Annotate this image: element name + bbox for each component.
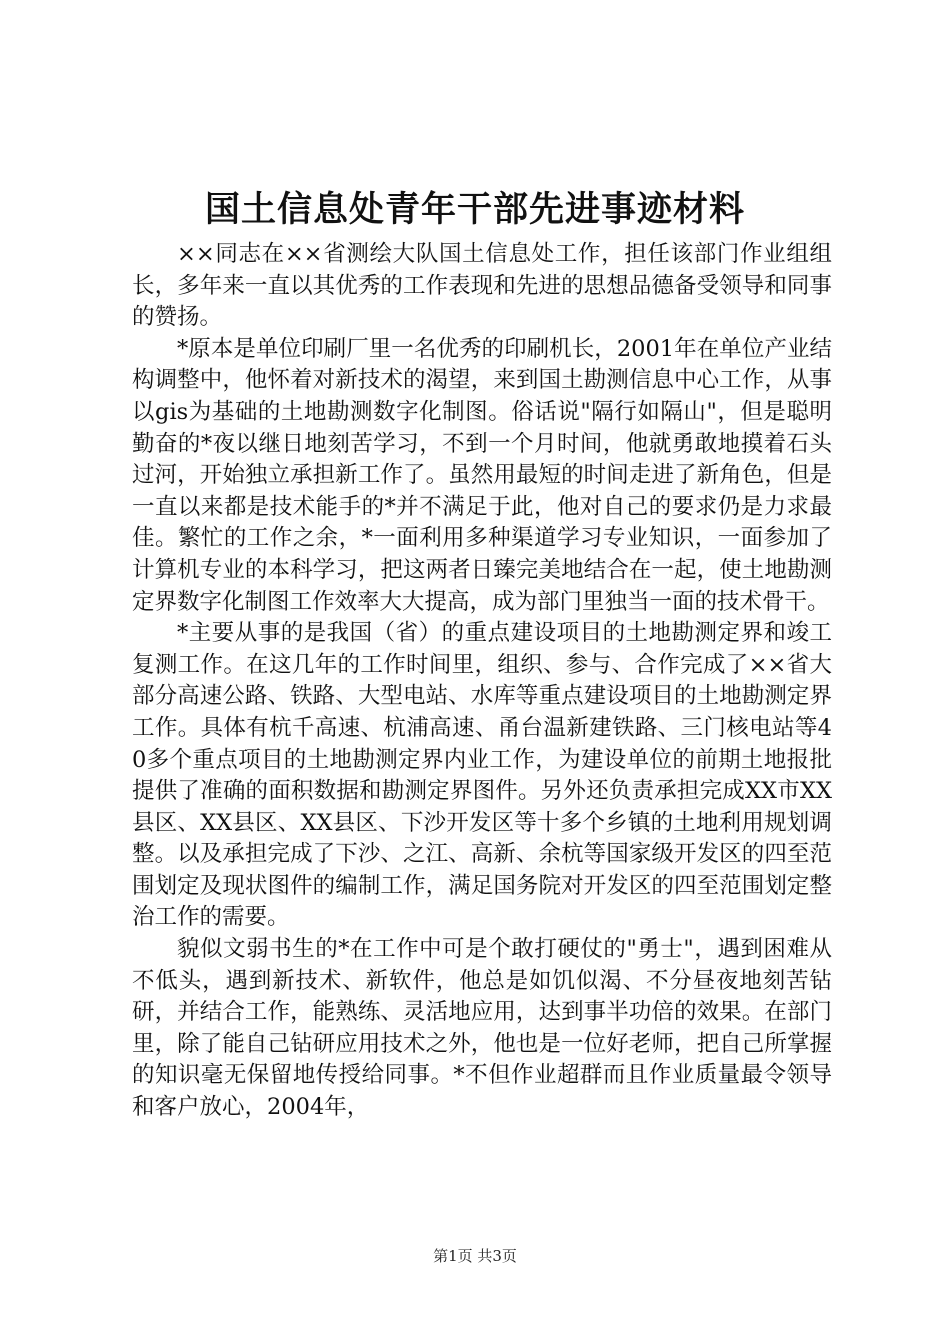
- document-title: 国土信息处青年干部先进事迹材料: [204, 189, 745, 230]
- document-body: [132, 239, 832, 1124]
- page-footer: 第1页 共3页: [433, 1247, 517, 1265]
- paragraph-intro: ××同志在××省测绘大队国土信息处工作，担任该部门作业组组长，多年来一直以其优秀的工作表现和先进的思想品德备受领导和同事的赞扬。: [132, 241, 832, 331]
- paragraph-background: *原本是单位印刷厂里一名优秀的印刷机长，2001年在单位产业结构调整中，他怀着对新技术的渴望，来到国土勘测信息中心工作，从事以gis为基础的土地勘测数字化制图。俗话说"隔行如隔山"，但是聪明勤奋的*夜以继日地刻苦学习，不到一个月时间，他就勇敢地摸着石头过河，开始独立承担新工作了。虽然用最短的时间走进了新角色，但是一直以来都是技术能手的*并不满足于此，他对自己的要求仍是力求最佳。繁忙的工作之余，*一面利用多种渠道学习专业知识，一面参加了计算机专业的本科学习，把这两者日臻完美地结合在一起，使土地勘测定界数字化制图工作效率大大提高，成为部门里独当一面的技术骨干。: [132, 335, 832, 615]
- paragraph-character: 貌似文弱书生的*在工作中可是个敢打硬仗的"勇士"，遇到困难从不低头，遇到新技术、新软件，他总是如饥似渴、不分昼夜地刻苦钻研，并结合工作，能熟练、灵活地应用，达到事半功倍的效果。在部门里，除了能自己钻研应用技术之外，他也是一位好老师，把自己所掌握的知识毫无保留地传授给同事。*不但作业超群而且作业质量最令领导和客户放心，2004年，: [132, 936, 832, 1121]
- paragraph-main-work: *主要从事的是我国（省）的重点建设项目的土地勘测定界和竣工复测工作。在这几年的工作时间里，组织、参与、合作完成了××省大部分高速公路、铁路、大型电站、水库等重点建设项目的土地勘测定界工作。具体有杭千高速、杭浦高速、甬台温新建铁路、三门核电站等40多个重点项目的土地勘测定界内业工作，为建设单位的前期土地报批提供了准确的面积数据和勘测定界图件。另外还负责承担完成XX市XX县区、XX县区、XX县区、下沙开发区等十多个乡镇的土地利用规划调整。以及承担完成了下沙、之江、高新、余杭等国家级开发区的四至范围划定及现状图件的编制工作，满足国务院对开发区的四至范围划定整治工作的需要。: [132, 620, 832, 931]
